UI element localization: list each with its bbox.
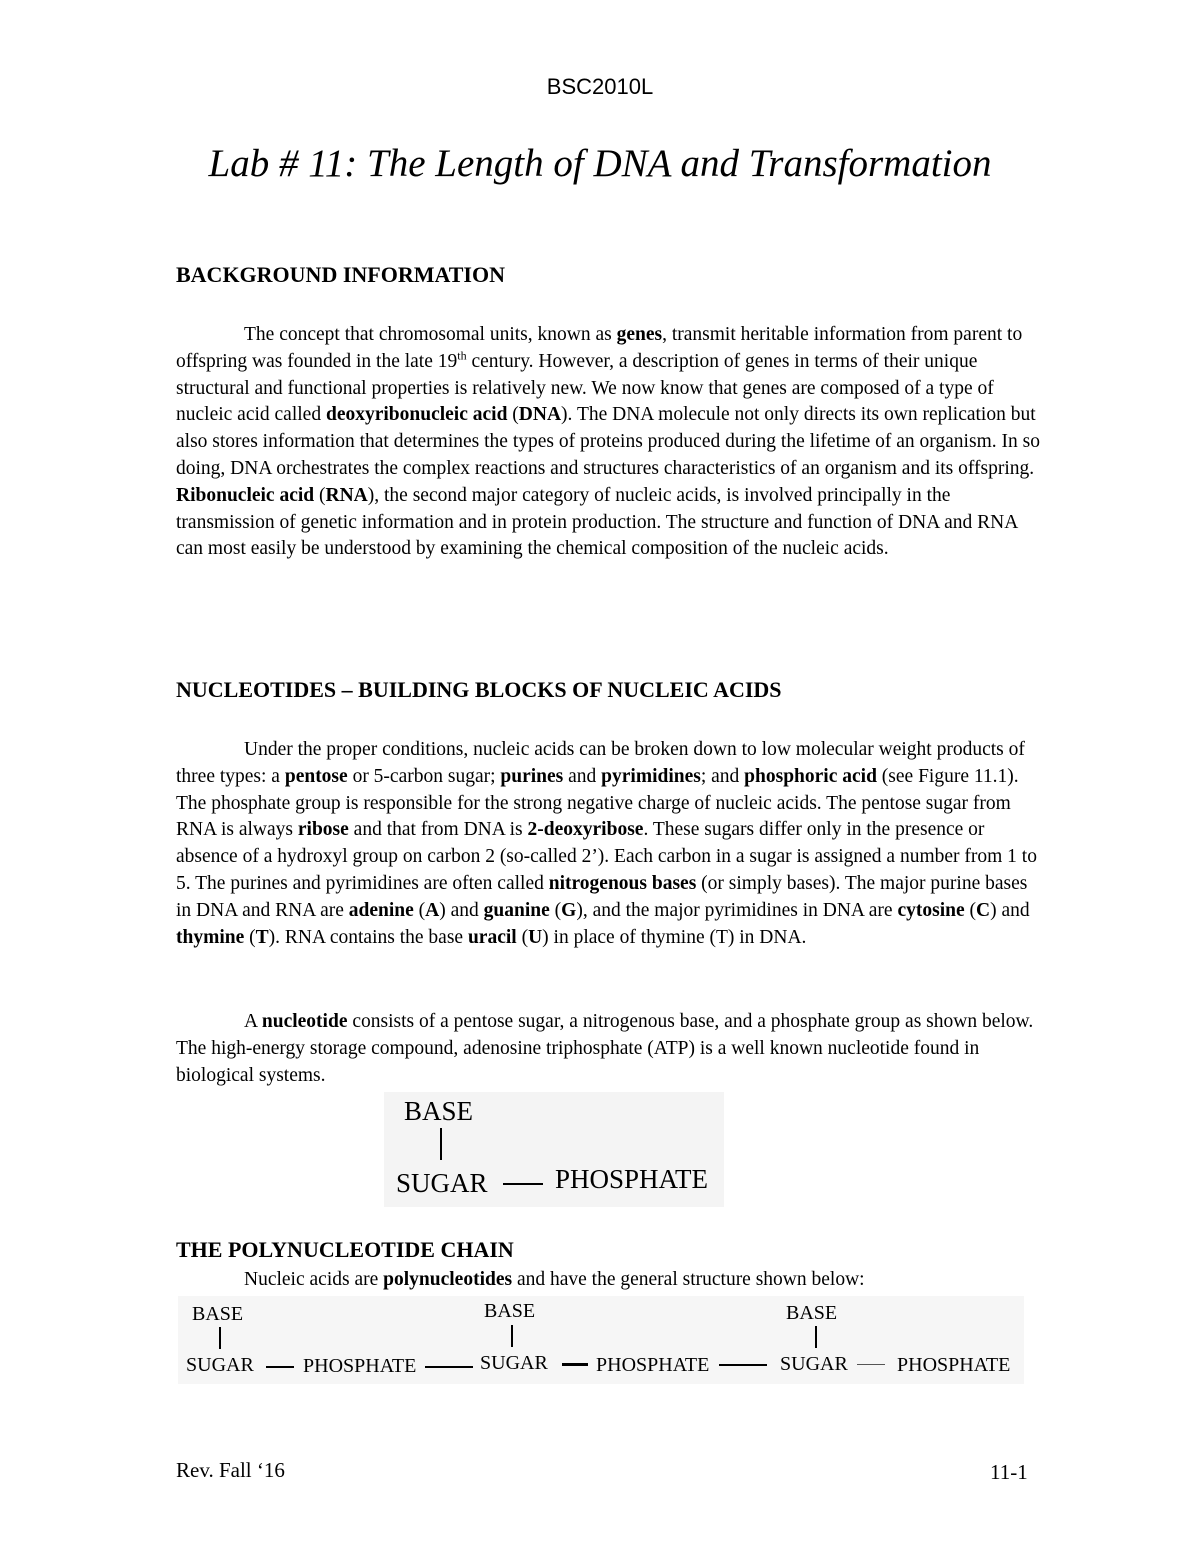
chain-phosphate-label: PHOSPHATE xyxy=(303,1355,417,1377)
chain-bond xyxy=(857,1364,885,1365)
section-heading-background: BACKGROUND INFORMATION xyxy=(176,262,505,287)
chain-base-label: BASE xyxy=(786,1302,838,1324)
term-dna: DNA xyxy=(518,404,562,426)
paragraph-polynucleotide: Nucleic acids are polynucleotides and have the general structure shown below: xyxy=(244,1269,865,1290)
chain-bond xyxy=(266,1366,294,1368)
chain-bond xyxy=(562,1363,588,1366)
diagram-phosphate-label: PHOSPHATE xyxy=(555,1164,709,1194)
diagram-base-label: BASE xyxy=(404,1096,474,1126)
chain-sugar-label: SUGAR xyxy=(480,1352,548,1374)
chain-vertical-bond xyxy=(511,1325,513,1347)
diagram-sugar-label: SUGAR xyxy=(396,1168,488,1198)
chain-bond xyxy=(719,1364,767,1366)
section-heading-nucleotides: NUCLEOTIDES – BUILDING BLOCKS OF NUCLEIC ACIDS xyxy=(176,677,782,702)
term-genes: genes xyxy=(616,324,663,345)
paragraph-nucleotides-2: A nucleotide consists of a pentose sugar, a nitrogenous base, and a phosphate group as shown below. The high-energy storage compound, adenosine triphosphate (ATP) is a well known nucleotide found in biological systems. xyxy=(176,1011,1034,1086)
term-polynucleotides: polynucleotides xyxy=(383,1269,513,1290)
footer-revision: Rev. Fall ‘16 xyxy=(176,1458,285,1482)
chain-sugar-label: SUGAR xyxy=(780,1353,848,1375)
chain-base-label: BASE xyxy=(484,1300,536,1322)
paragraph-nucleotides-1: Under the proper conditions, nucleic acids can be broken down to low molecular weight products of three types: a pentose or 5-carbon sugar; purines and pyrimidines; and phosphoric acid (see Figure 11.1). The phosphate group is responsible for the strong negative charge of nucleic acids. The pentose sugar from RNA is always ribose and that from DNA is 2-deoxyribose. These sugars differ only in the presence or absence of a hydroxyl group on carbon 2 (so-called 2’). Each carbon in a sugar is assigned a number from 1 to 5. The purines and pyrimidines are often called nitrogenous bases (or simply bases). The major purine bases in DNA and RNA are adenine (A) and guanine (G), and the major pyrimidines in DNA are cytosine (C) and thymine (T). RNA contains the base uracil (U) in place of thymine (T) in DNA. xyxy=(176,739,1037,948)
page-title: Lab # 11: The Length of DNA and Transformation xyxy=(208,142,992,185)
course-code: BSC2010L xyxy=(546,74,654,99)
section-heading-polynucleotide: THE POLYNUCLEOTIDE CHAIN xyxy=(176,1237,514,1262)
diagram-horizontal-bond xyxy=(503,1183,543,1185)
page-number: 11-1 xyxy=(990,1460,1028,1484)
chain-vertical-bond xyxy=(219,1327,221,1349)
chain-base-label: BASE xyxy=(192,1303,244,1325)
term-nucleotide: nucleotide xyxy=(261,1011,348,1032)
term-dna-full: deoxyribonucleic acid xyxy=(325,404,508,426)
chain-sugar-label: SUGAR xyxy=(186,1354,254,1376)
chain-bond xyxy=(425,1366,473,1368)
chain-phosphate-label: PHOSPHATE xyxy=(897,1354,1011,1376)
chain-vertical-bond xyxy=(815,1326,817,1348)
term-rna-full: Ribonucleic acid xyxy=(176,484,315,506)
diagram-vertical-bond xyxy=(440,1128,442,1160)
paragraph-background: The concept that chromosomal units, known as genes, transmit heritable information from parent to offspring was founded in the late 19th century. However, a description of genes in terms of their unique structural and functional properties is relatively new. We now know that genes are composed of a type of nucleic acid called deoxyribonucleic acid (DNA). The DNA molecule not only directs its own replication but also stores information that determines the types of proteins produced during the lifetime of an organism. In so doing, DNA orchestrates the complex reactions and structures characteristics of an organism and its offspring. Ribonucleic acid (RNA), the second major category of nucleic acids, is involved principally in the transmission of genetic information and in protein production. The structure and function of DNA and RNA can most easily be understood by examining the chemical composition of the nucleic acids. xyxy=(176,324,1040,560)
term-rna: RNA xyxy=(325,484,368,506)
chain-phosphate-label: PHOSPHATE xyxy=(596,1354,710,1376)
